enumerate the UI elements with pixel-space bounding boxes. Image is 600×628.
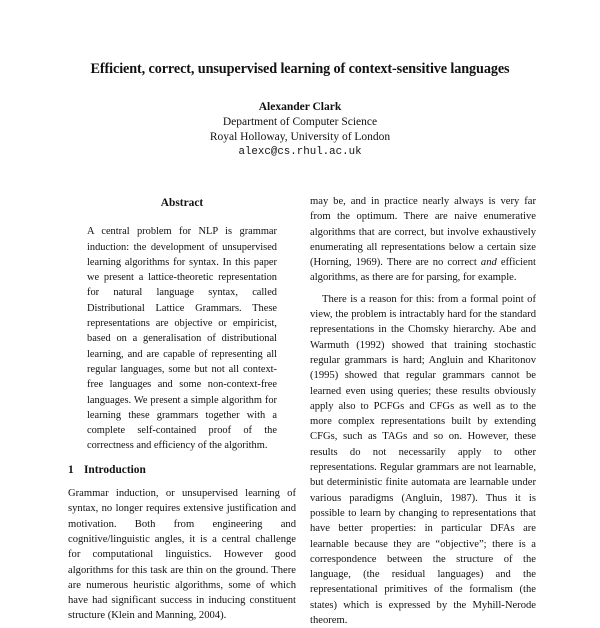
right-paragraph-1-part-a: may be, and in practice nearly always is very far from the optimum. There are naive enumerative algorithms that are correct, but involve exhaustively enumerating all representations below a certain size (Horning, 1969). There are no correct bbox=[310, 196, 536, 269]
abstract-heading: Abstract bbox=[160, 197, 204, 209]
section-number: 1 bbox=[68, 463, 74, 476]
section-heading-introduction bbox=[68, 463, 296, 478]
right-column bbox=[310, 194, 536, 628]
right-paragraph-1-part-b: efficient algorithms, as there are for parsing, for example. bbox=[310, 257, 536, 284]
right-paragraph-1 bbox=[310, 194, 536, 286]
left-column bbox=[68, 196, 296, 624]
author-block bbox=[0, 100, 600, 160]
author-email: alexc@cs.rhul.ac.uk bbox=[238, 146, 362, 158]
abstract-text: A central problem for NLP is grammar induction: the development of unsupervised learning algorithms for syntax. In this paper we present a lattice-theoretic representation for natural language syntax, called Distributional Lattice Grammars. These representations are objective or empiricist, based on a generalisation of distributional learning, and are capable of representing all regular languages, some but not all context-free languages and some non-context-free languages. We present a simple algorithm for learning these grammars together with a complete self-contained proof of the correctness and efficiency of the algorithm. bbox=[87, 226, 277, 452]
author-affiliation-department: Department of Computer Science bbox=[222, 116, 378, 128]
right-paragraph-2: There is a reason for this: from a formal point of view, the problem is intractably hard for the standard representations in the Chomsky hierarchy. Abe and Warmuth (1992) showed that training stochastic regular grammars is hard; Angluin and Kharitonov (1995) showed that regular grammars cannot be learned even using queries; these results obviously apply also to PCFGs and CFGs as well as to the more complex representations built by extending CFGs, such as TAGs and so on. However, these results do not necessarily apply to other representations. Regular grammars are not learnable, but deterministic finite automata are learnable under various paradigms (Angluin, 1987). Thus it is possible to learn by changing to representations that have better properties: in particular DFAs are learnable because they are “objective”; there is a correspondence between the structure of the language, (the residual languages) and the representational primitives of the formalism (the states) which is expressed by the Myhill-Nerode theorem. bbox=[310, 293, 536, 627]
paper-title: Efficient, correct, unsupervised learning of context-sensitive languages bbox=[90, 61, 510, 77]
section-title: Introduction bbox=[84, 463, 146, 476]
author-name: Alexander Clark bbox=[258, 101, 342, 113]
author-affiliation-university: Royal Holloway, University of London bbox=[209, 131, 391, 143]
emphasis-and: and bbox=[480, 257, 497, 269]
intro-paragraph: Grammar induction, or unsupervised learning of syntax, no longer requires extensive justification and motivation. Both from engineering and cognitive/linguistic angles, it is a central challenge for computational linguistics. However good algorithms for this task are thin on the ground. There are numerous heuristic algorithms, some of which have had significant success in inducing constituent structure (Klein and Manning, 2004). bbox=[68, 488, 296, 622]
